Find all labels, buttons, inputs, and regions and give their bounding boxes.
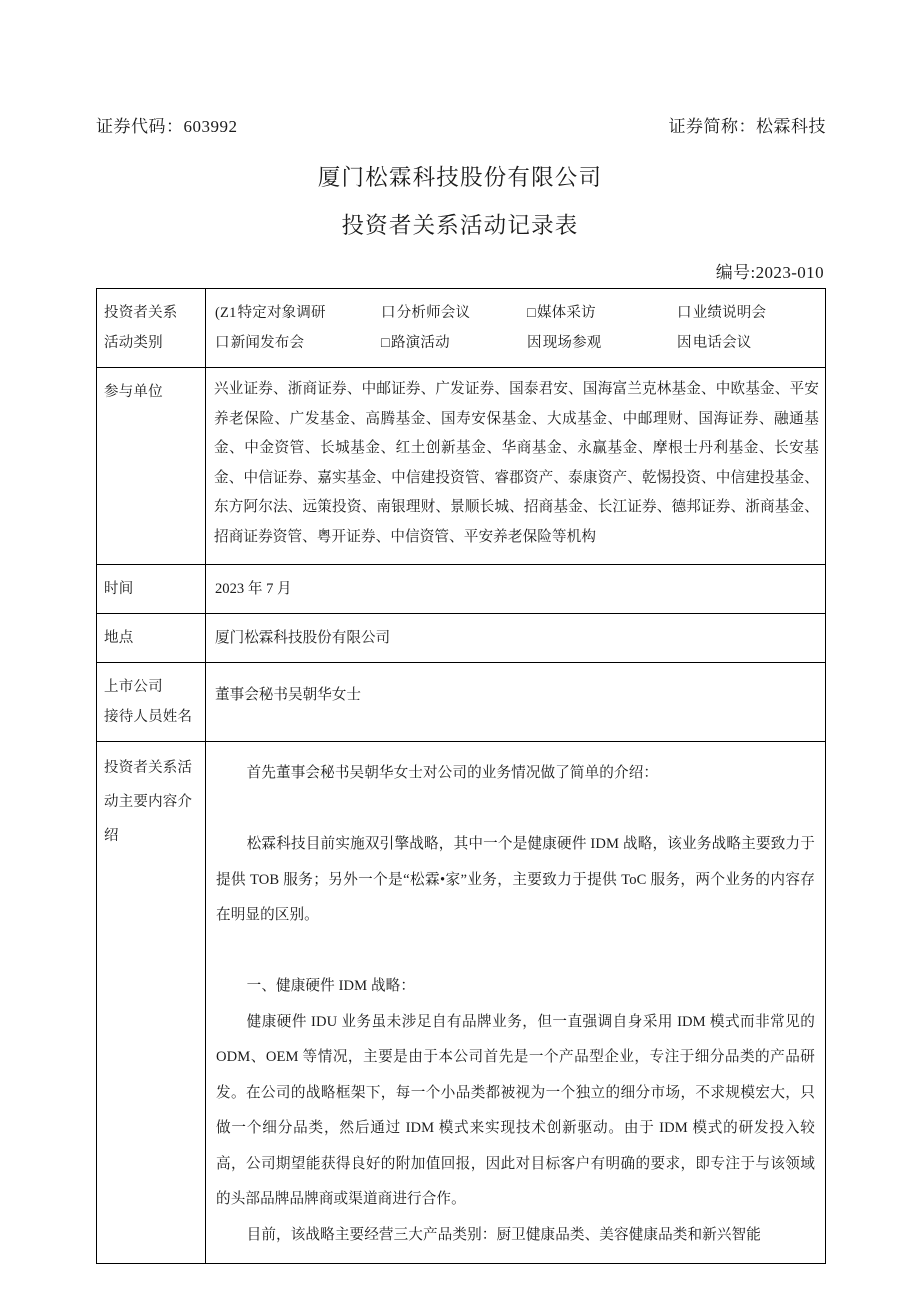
checkbox-option-label: 电话会议: [692, 335, 752, 351]
checkbox-option-specific-object-research[interactable]: [215, 298, 381, 328]
participants-label: 参与单位: [104, 384, 163, 400]
receptionist-value-cell: [206, 663, 826, 742]
content-paragraph-spacer-2: [216, 934, 815, 970]
participants-label-cell: [97, 368, 206, 565]
checkbox-option-label: 媒体采访: [536, 305, 596, 321]
security-abbreviation: 证券简称：松霖科技: [668, 117, 826, 136]
activity-type-label-cell: [97, 289, 206, 368]
table-row-activity-type: [97, 289, 826, 368]
time-value: 2023 年 7 月: [215, 581, 292, 597]
document-number: 编号:2023-010: [715, 263, 824, 282]
receptionist-label-line2: 接待人员姓名: [104, 709, 193, 725]
activity-content-body: [206, 742, 825, 1263]
document-title: 投资者关系活动记录表: [341, 213, 579, 238]
activity-content-label-cell: [97, 742, 206, 1264]
company-name-title: 厦门松霖科技股份有限公司: [317, 165, 603, 190]
place-value-cell: [206, 614, 826, 663]
checkbox-icon: □: [527, 305, 536, 321]
place-label-cell: [97, 614, 206, 663]
checkbox-option-media-interview[interactable]: [527, 298, 677, 328]
checkbox-option-conference-call[interactable]: [677, 328, 819, 358]
checkbox-option-label: 业绩说明会: [692, 305, 767, 321]
checkbox-option-analyst-meeting[interactable]: [381, 298, 527, 328]
activity-content-label-line2: 动主要内容介: [104, 794, 193, 810]
table-row-activity-content: [97, 742, 826, 1264]
content-paragraph-intro: 首先董事会秘书吴朝华女士对公司的业务情况做了简单的介绍：: [246, 765, 659, 781]
participants-value-cell: [206, 368, 826, 565]
table-row-receptionist: [97, 663, 826, 742]
checkbox-icon: 因: [677, 335, 692, 351]
content-paragraph-product-categories: 目前，该战略主要经营三大产品类别：厨卫健康品类、美容健康品类和新兴智能: [246, 1226, 761, 1243]
checkbox-icon: 口: [381, 305, 396, 321]
table-row-time: [97, 565, 826, 614]
activity-content-label-line1: 投资者关系活: [104, 760, 193, 776]
receptionist-label-cell: [97, 663, 206, 742]
checkbox-icon: 口: [677, 305, 692, 321]
checkbox-option-site-visit[interactable]: [527, 328, 677, 358]
checkbox-option-roadshow[interactable]: [381, 328, 527, 358]
checkbox-option-label: 分析师会议: [396, 305, 471, 321]
receptionist-value: 董事会秘书吴朝华女士: [215, 687, 361, 703]
checkbox-icon: 口: [215, 335, 230, 351]
checkbox-option-performance-briefing[interactable]: [677, 298, 819, 328]
activity-content-value-cell: [206, 742, 826, 1264]
activity-type-checkbox-grid: [206, 289, 825, 367]
checkbox-icon: □: [381, 335, 390, 351]
checkbox-icon: (Z1: [215, 305, 237, 321]
time-label: 时间: [104, 581, 134, 597]
document-header: [96, 112, 826, 137]
place-value: 厦门松霖科技股份有限公司: [215, 630, 391, 646]
table-row-participants: [97, 368, 826, 565]
place-label: 地点: [104, 630, 134, 646]
receptionist-label-line1: 上市公司: [104, 679, 163, 695]
checkbox-icon: 因: [527, 335, 542, 351]
content-paragraph-idm-detail: 健康硬件 IDU 业务虽未涉足自有品牌业务，但一直强调自身采用 IDM 模式而非常见的 ODM、OEM 等情况，主要是由于本公司首先是一个产品型企业，专注于细分品类的产品研发。在公司的战略框架下，每一个小品类都被视为一个独立的细分市场，不求规模宏大，只做一个细分品类，然后通过 IDM 模式来实现技术创新驱动。由于 IDM 模式的研发投入较高，公司期望能获得良好的附加值回报，因此对目标客户有明确的要求，即专注于与该领域的头部品牌品牌商或渠道商进行合作。: [216, 1013, 815, 1207]
checkbox-option-label: 特定对象调研: [237, 305, 326, 321]
activity-type-label-line1: 投资者关系: [104, 305, 178, 321]
time-value-cell: [206, 565, 826, 614]
security-code: 证券代码：603992: [96, 117, 238, 136]
activity-type-label-line2: 活动类别: [104, 335, 163, 351]
activity-content-label-line3: 绍: [104, 828, 119, 844]
content-paragraph-spacer: [216, 792, 815, 828]
checkbox-option-label: 路演活动: [390, 335, 450, 351]
checkbox-option-label: 现场参观: [542, 335, 602, 351]
checkbox-option-label: 新闻发布会: [230, 335, 305, 351]
content-paragraph-dual-engine: 松霖科技目前实施双引擎战略，其中一个是健康硬件 IDM 战略，该业务战略主要致力于提供 TOB 服务；另外一个是“松霖•家”业务，主要致力于提供 ToC 服务，两个业务的内容存在明显的区别。: [216, 836, 815, 923]
activity-type-options-cell: [206, 289, 826, 368]
investor-relations-record-table: [96, 288, 826, 1264]
content-heading-idm-strategy: 一、健康硬件 IDM 战略：: [246, 978, 416, 994]
time-label-cell: [97, 565, 206, 614]
table-row-place: [97, 614, 826, 663]
participants-list: 兴业证券、浙商证券、中邮证券、广发证券、国泰君安、国海富兰克林基金、中欧基金、平安养老保险、广发基金、高腾基金、国寿安保基金、大成基金、中邮理财、国海证券、融通基金、中金资管、长城基金、红土创新基金、华商基金、永赢基金、摩根士丹利基金、长安基金、中信证券、嘉实基金、中信建投资管、睿郡资产、泰康资产、乾惕投资、中信建投基金、东方阿尔法、远策投资、南银理财、景顺长城、招商基金、长江证券、德邦证券、浙商基金、招商证券资管、粤开证券、中信资管、平安养老保险等机构: [214, 381, 819, 545]
checkbox-option-press-conference[interactable]: [215, 328, 381, 358]
